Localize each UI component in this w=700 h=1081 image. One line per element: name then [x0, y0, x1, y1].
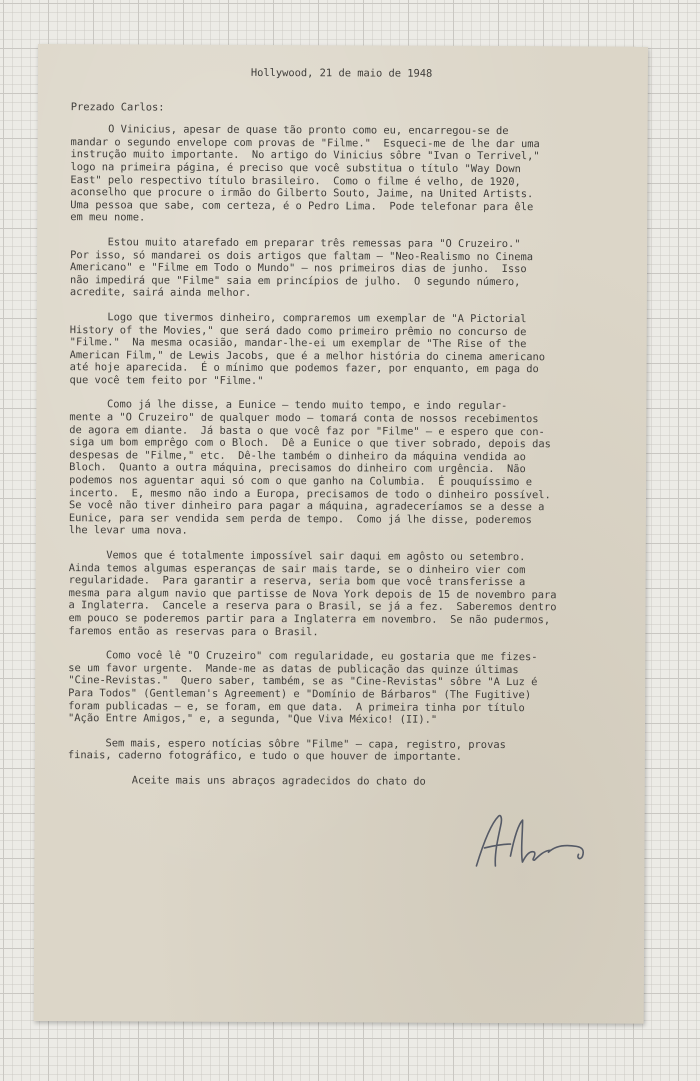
letter-line: "Cine-Revistas." Quero saber, também, se as "Cine-Revistas" sôbre "A Luz é	[68, 674, 538, 689]
letter-line: se um favor urgente. Mande-me as datas de publicação das quinze últimas	[68, 661, 519, 676]
letter-paragraph	[70, 123, 630, 226]
letter-paragraph	[68, 737, 628, 765]
letter-line: podemos nos aguentar aqui só com o que ganho na Columbia. É pouquíssimo e	[69, 474, 533, 489]
letter-line: Logo que tivermos dinheiro, compraremos um exemplar de "A Pictorial	[69, 311, 527, 326]
letter-line: Para Todos" (Gentleman's Agreement) e "Domínio de Bárbaros" (The Fugitive)	[68, 687, 532, 702]
letter-paragraph	[70, 311, 630, 389]
letter-line: faremos então as reservas para o Brasil.	[68, 624, 319, 638]
letter-line: Sem mais, espero notícias sôbre "Filme" — capa, registro, provas	[67, 736, 506, 751]
letter-line: em pouco se poderemos partir para a Inglaterra em novembro. Se não pudermos,	[68, 612, 551, 627]
letter-line: O Vinicius, apesar de quase tão pronto como eu, encarregou-se de	[70, 123, 509, 138]
letter-line: não impedirá que "Filme" saia em princípios de julho. O segundo número,	[69, 273, 521, 288]
letter-line: foram publicadas — e, se foram, em que data. A primeira tinha por título	[68, 699, 525, 714]
letter-closing: Aceite mais uns abraços agradecidos do chato do	[131, 774, 426, 788]
letter-line: Por isso, só mandarei os dois artigos que faltam — "Neo-Realismo no Cinema	[70, 248, 534, 263]
letter-line: incerto. E, mesmo não indo a Europa, precisamos de todo o dinheiro possível.	[69, 486, 551, 501]
letter-line: mandar o segundo envelope com provas de "Filme." Esqueci-me de lhe dar uma	[70, 135, 540, 150]
letter-line: regularidade. Para garantir a reserva, seria bom que você transferisse a	[68, 574, 526, 589]
letter-paragraph	[70, 236, 630, 301]
letter-line: History of the Movies," que será dado como primeiro prêmio no concurso de	[69, 323, 527, 338]
letter-line: que você tem feito por "Filme."	[69, 374, 264, 387]
letter-line: em meu nome.	[70, 211, 146, 224]
letter-line: Vemos que é totalmente impossível sair daqui em agôsto ou setembro.	[68, 549, 526, 564]
letter-dateline: Hollywood, 21 de maio de 1948	[250, 66, 433, 80]
letter-line: Como já lhe disse, a Eunice — tendo muito tempo, e indo regular-	[69, 398, 508, 413]
letter-line: lhe levar uma nova.	[68, 524, 188, 538]
letter-line: Americano" e "Filme em Todo o Mundo" — nos primeiros dias de junho. Isso	[69, 261, 527, 276]
letter-line: instrução muito importante. No artigo do Vinicius sôbre "Ivan o Terrivel,"	[70, 148, 540, 163]
letter-line: Bloch. Quanto a outra máquina, precisamos do dinheiro com urgência. Não	[69, 461, 526, 476]
handwritten-signature	[464, 806, 604, 877]
letter-line: siga um bom emprêgo com o Bloch. Dê a Eunice o que tiver sobrado, depois das	[69, 436, 551, 451]
letter-line: Uma pessoa que sabe, com certeza, é o Pedro Lima. Pode telefonar para êle	[70, 198, 534, 213]
letter-paragraph	[68, 549, 628, 640]
letter-line: Se você não tiver dinheiro para pagar a máquina, agradeceríamos se a desse a	[68, 499, 545, 514]
letter-line: East" pelo respectivo título brasileiro. Como o filme é velho, de 1920,	[70, 173, 521, 188]
letter-line: Eunice, para ser vendida sem perda de tempo. Como já lhe disse, poderemos	[68, 511, 532, 526]
letter-body	[68, 123, 631, 764]
letter-line: Estou muito atarefado em preparar três remessas para "O Cruzeiro."	[70, 236, 521, 251]
letter-salutation: Prezado Carlos:	[70, 100, 165, 114]
letter-line: mente a "O Cruzeiro" de qualquer modo — tomará conta de nossos recebimentos	[69, 411, 539, 426]
letter-line: American Film," de Lewis Jacobs, que é a melhor história do cinema americano	[69, 348, 546, 363]
letter-line: finais, caderno fotográfico, e tudo o que houver de importante.	[67, 749, 463, 764]
letter-line: "Filme." Na mesma ocasião, mandar-lhe-ei um exemplar de "The Rise of the	[69, 336, 527, 351]
letter-line: Ainda temos algumas esperanças de sair mais tarde, se o dinheiro vier com	[68, 561, 526, 576]
letter-line: Como você lê "O Cruzeiro" com regularidade, eu gostaria que me fizes-	[68, 649, 538, 664]
letter-line: "Ação Entre Amigos," e, a segunda, "Que Viva México! (II)."	[68, 712, 438, 726]
letter-line: a Inglaterra. Cancele a reserva para o Brasil, se já a fez. Saberemos dentro	[68, 599, 557, 614]
letter-line: despesas de "Filme," etc. Dê-lhe também o dinheiro da máquina vendida ao	[69, 448, 526, 463]
letter-sheet	[34, 44, 648, 1024]
letter-line: mesma para algum navio que partisse de Nova York depois de 15 de novembro para	[68, 586, 557, 602]
letter-line: aconselho que procure o irmão do Gilberto Souto, Jaime, na United Artists.	[70, 186, 534, 201]
letter-paragraph	[68, 649, 628, 727]
letter-line: até hoje aparecida. É o mínimo que podemos fazer, por enquanto, em paga do	[69, 361, 539, 376]
letter-line: de agora em diante. Já basta o que você faz por "Filme" — e espero que con-	[69, 423, 545, 438]
letter-line: logo na primeira página, é preciso que você substitua o título "Way Down	[70, 161, 521, 176]
typed-letter	[68, 66, 631, 789]
letter-line: acredite, sairá ainda melhor.	[69, 286, 252, 300]
letter-paragraph	[69, 399, 630, 540]
